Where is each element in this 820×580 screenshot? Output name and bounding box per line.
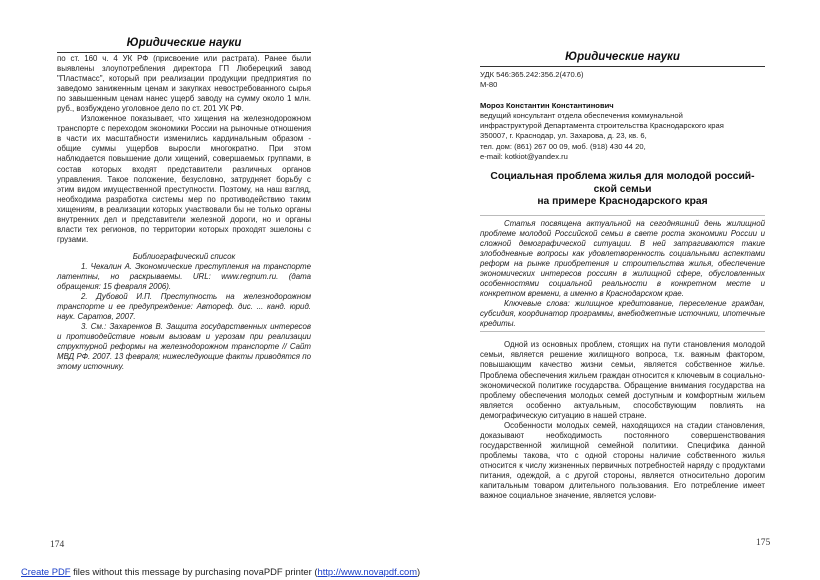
novapdf-footer: [21, 566, 420, 577]
running-header: Юридические науки: [57, 36, 311, 53]
email-line: e-mail: kotkiot@yandex.ru: [480, 152, 568, 162]
bibliography-item: 1. Чекалин А. Экономические преступления на транспорте латентны, но раскрываемы. URL: www.regnum.ru. (дата обращения: 15 февраля 2006).: [57, 261, 311, 291]
footer-text-end: ): [417, 566, 421, 577]
abstract: Статья посвящена актуальной на сегодняшний день жилищной проблеме молодой Российской семьи в свете роста экономики России и сложной демографической ситуации. В ней затрагиваются такие злободневные вопросы как удовлетворенность социальными аспектами реформ на рынке приобретения и строительства жилья, обеспечение экономических интересов россиян в жилищной сфере, обусловленных особенностями социальной реальности в конкретном месте и конкретном времени, а именно в Краснодарском крае.: [480, 218, 765, 299]
udk-code: УДК 546:365.242:356.2(470.6): [480, 70, 584, 79]
phone-line: тел. дом: (861) 267 00 09, моб. (918) 430 44 20,: [480, 141, 646, 151]
affiliation-line: ведущий консультант отдела обеспечения коммунальной: [480, 110, 683, 120]
author-name: Мороз Константин Константинович: [480, 100, 614, 110]
footer-text: files without this message by purchasing novaPDF printer (: [70, 566, 318, 577]
paragraph: по ст. 160 ч. 4 УК РФ (присвоение или растрата). Ранее были выявлены злоупотребления директора ГП Люберецкий завод "Пластмасс", который при реализации продукции предприятия по заведомо заниженным ценам и закупках невостребованного сырья по завышенным ценам нанес ущерб заводу на сумму около 1 млн. руб., возбуждено уголовное дело по ст. 201 УК РФ.: [57, 54, 311, 114]
bibliography-title: Библиографический список: [132, 251, 236, 261]
classification-code: М-80: [480, 80, 498, 90]
bibliography-item: 3. См.: Захаренков В. Защита государственных интересов и противодействие новым вызовам и угрозам при реализации структурной реформы на железнодорожном транспорте // Сайт МВД РФ. 2007. 13 февраля; нижеследующие факты приводятся по этому источнику.: [57, 322, 311, 372]
article-title-line: ской семьи: [593, 183, 652, 195]
left-body: [57, 54, 311, 372]
page-number: 174: [50, 540, 65, 550]
create-pdf-link[interactable]: Create PDF: [21, 566, 71, 577]
paragraph: Изложенное показывает, что хищения на железнодорожном транспорте с переходом экономики России на рыночные отношения в части их масштабности изменились кардинальным образом - общие суммы ущербов выросли многократно. При этом наблюдается повышение доли хищений, совершаемых группами, в состав которых входят представители различных органов управления. Такое положение, безусловно, затрудняет борьбу с этим видом имущественной преступности. Поэтому, на наш взгляд, необходима разработка системы мер по противодействию таким хищениям, в реализации которых участвовали бы не только органы внутренних дел и представители железной дороги, но и органы власти тех регионов, по территории которых проходят эшелоны с грузами.: [57, 114, 311, 244]
article-title-line: на примере Краснодарского края: [537, 196, 708, 208]
affiliation-line: инфраструктурой Департамента строительства Краснодарского края: [480, 121, 724, 131]
bibliography-item: 2. Дубовой И.П. Преступность на железнодорожном транспорте и ее предупреждение: Автореф. дис. ... канд. юрид. наук. Саратов, 2007.: [57, 292, 311, 322]
page-number: 175: [756, 538, 771, 548]
paragraph: Особенности молодых семей, находящихся на стадии становления, доказывают необходимость постоянного совершенствования государственной жилищной семейной политики. Специфика данной проблемы такова, что с одной стороны наличие собственного жилья относится к числу жизненных первичных потребностей наряду с продуктами питания, одеждой, а с другой стороны, является относительно дорогим капитальным товаром длительного пользования. Его потребление имеет важное социальное значение, является услови-: [480, 420, 765, 501]
right-body: [480, 70, 765, 501]
address-line: 350007, г. Краснодар, ул. Захарова, д. 23, кв. 6,: [480, 131, 647, 141]
paragraph: Одной из основных проблем, стоящих на пути становления молодой семьи, является решение жилищного вопроса, т.к. важным фактором, повышающим качество жизни семьи, является собственное жилье. Проблема обеспечения жильем граждан относится к ключевым в социально-экономической политике государства. Обращение внимания государства на проблему обеспечения молодых семей доступным и комфортным жильем является особенно актуальным, способствующим повлиять на демографическую ситуацию в нашей стране.: [480, 340, 765, 420]
article-title-line: Социальная проблема жилья для молодой россий-: [490, 171, 755, 183]
novapdf-url-link[interactable]: http://www.novapdf.com: [317, 566, 418, 577]
keywords: Ключевые слова: жилищное кредитование, переселение граждан, субсидия, координатор программы, внебюджетные источники, ипотечные кредиты.: [480, 299, 765, 329]
running-header: Юридические науки: [480, 50, 765, 67]
